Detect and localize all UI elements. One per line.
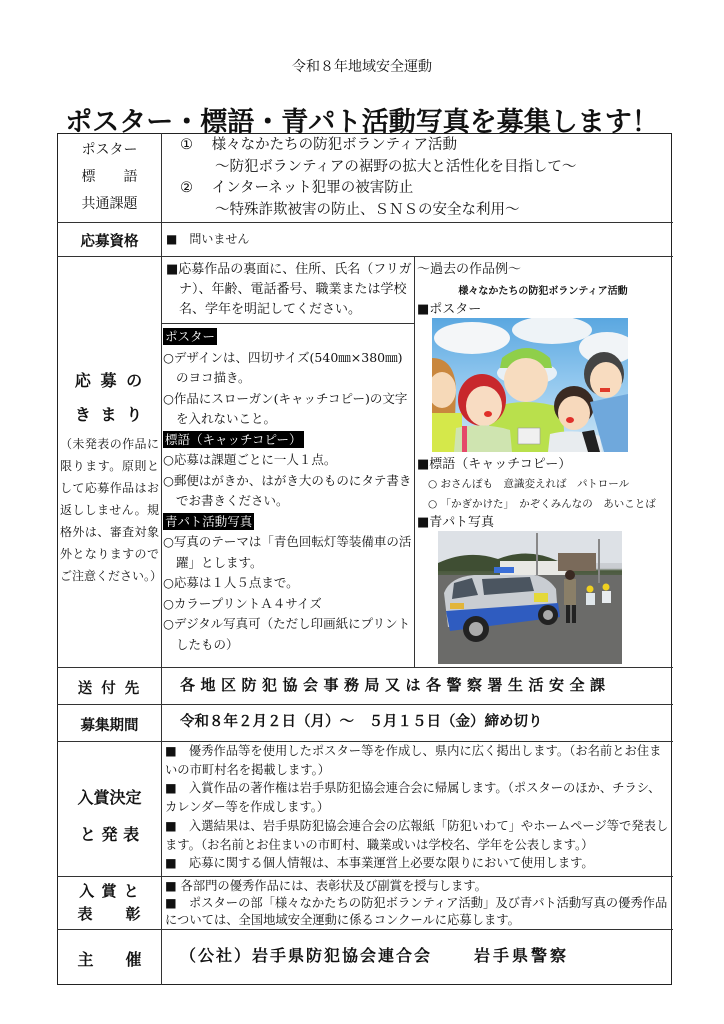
label-line: 応 募 の: [74, 371, 145, 390]
section-slogan: [163, 430, 413, 512]
awards-item: ■ 各部門の優秀作品には、表彰状及び副賞を授与します。: [165, 879, 487, 893]
topic-subtitle: ～防犯ボランティアの裾野の拡大と活性化を目指して～: [215, 158, 577, 175]
topic-item: [180, 178, 670, 200]
label-line: 共通課題: [81, 196, 138, 212]
rule-item: ○応募は課題ごとに一人１点。: [163, 452, 337, 467]
section-poster: [163, 327, 413, 430]
rule-item: ○郵便はがきか、はがき大のものにタテ書きでお書きください。: [163, 472, 412, 508]
decision-item: ■ 応募に関する個人情報は、本事業運営上必要な限りにおいて使用します。: [165, 856, 594, 871]
row-divider: [57, 667, 673, 668]
period-text: 令和８年２月２日（月）～ ５月１５日（金）締め切り: [180, 714, 543, 730]
poster-example-label: ■ポスター: [417, 302, 482, 317]
rule-item: ○応募は１人５点まで。: [163, 575, 299, 590]
topics-label: [58, 137, 161, 218]
rule-item: ○カラープリントＡ４サイズ: [163, 595, 322, 611]
row-divider: [57, 222, 673, 223]
rule-item: ○作品にスローガン(キャッチコピー)の文字を入れないこと。: [163, 390, 408, 426]
awards-item: ■ ポスターの部「様々なかたちの防犯ボランティア活動」及び青パト活動写真の優秀作品については、全国地域安全運動に係るコンクールに応募します。: [165, 896, 668, 927]
section-tag: ポスター: [165, 329, 216, 344]
destination-text: 各地区防犯協会事務局又は各警察署生活安全課: [180, 676, 611, 694]
awards-list: [165, 878, 670, 929]
label-line: 標 語: [81, 169, 138, 185]
rules-note: （未発表の作品に限ります。原則として応募作品はお返ししません。規格外は、審査対象外となりますのでご注意ください。）: [60, 437, 163, 583]
label-line: 入賞決定: [77, 788, 142, 807]
section-tag: 標語（キャッチコピー）: [165, 431, 302, 447]
eligibility-text: ■ 問いません: [166, 232, 250, 246]
label-line: と 発 表: [79, 825, 140, 844]
rule-item: ○デジタル写真可（ただし印画紙にプリントしたもの）: [163, 616, 411, 652]
rules-general: ■応募作品の裏面に、住所、氏名（フリガナ）、年齢、電話番号、職業または学校名、学年を明記してください。: [166, 262, 412, 317]
label-line: ポスター: [81, 142, 138, 158]
decision-item: ■ 優秀作品等を使用したポスター等を作成し、県内に広く掲出します。（お名前とお住まいの市町村名を掲載します。）: [165, 744, 662, 777]
decision-item: ■ 入賞作品の著作権は岩手県防犯協会連合会に帰属します。（ポスターのほか、チラシ、カレンダー等を作成します。）: [165, 781, 661, 815]
slogan-item: ○ 「かぎかけた」 かぞくみんなの あいことば: [428, 498, 656, 510]
topic-item: [180, 135, 670, 157]
decision-item: ■ 入選結果は、岩手県防犯協会連合会の広報紙「防犯いわて」やホームページ等で発表します。（お名前とお住まいの市町村、職業或いは学校名、学年を公表します。）: [165, 818, 669, 852]
examples-theme: 様々なかたちの防犯ボランティア活動: [458, 286, 628, 297]
topic-number: ②: [180, 180, 193, 196]
patrol-photo-label: ■青パト写真: [417, 515, 495, 530]
topic-title: 様々なかたちの防犯ボランティア活動: [211, 137, 457, 153]
rule-item: ○写真のテーマは「青色回転灯等装備車の活躍」とします。: [163, 534, 412, 570]
label-column-divider: [161, 133, 162, 985]
rules-general-divider: [161, 323, 414, 324]
section-tag: 青パト活動写真: [165, 513, 253, 529]
topics-list: [180, 135, 670, 221]
row-divider: [57, 256, 673, 257]
poster-illustration-svg: [432, 318, 628, 452]
patrol-car-photo: [438, 531, 622, 664]
campaign-subtitle: 令和８年地域安全運動: [292, 59, 432, 75]
organizer-primary: （公社）岩手県防犯協会連合会: [180, 946, 433, 965]
slogan-examples: [428, 474, 656, 514]
topic-number: ①: [180, 137, 193, 153]
eligibility-label: 応募資格: [80, 234, 139, 250]
rules-label: [58, 364, 161, 432]
row-divider: [57, 876, 673, 877]
organizer-secondary: 岩手県警察: [474, 946, 570, 965]
topic-title: インターネット犯罪の被害防止: [211, 180, 414, 196]
rules-sections: [163, 327, 413, 655]
examples-heading: ～過去の作品例～: [417, 262, 522, 277]
organizer-label: 主 催: [77, 950, 142, 969]
awards-label: [58, 880, 161, 926]
row-divider: [57, 929, 673, 930]
row-divider: [57, 704, 673, 705]
slogan-item: ○ おさんぽも 意識変えれば パトロール: [428, 478, 630, 490]
decision-label: [58, 779, 161, 853]
label-line: き ま り: [74, 405, 145, 424]
period-label: 募集期間: [80, 718, 139, 734]
label-line: 表 彰: [77, 905, 142, 923]
topic-subtitle: ～特殊詐欺被害の防止、ＳＮＳの安全な利用～: [215, 201, 520, 218]
slogan-example-label: ■標語（キャッチコピー）: [417, 457, 572, 472]
poster-illustration: [432, 318, 628, 452]
page-title: ポスター・標語・青パト活動写真を募集します！: [65, 107, 659, 138]
decision-list: [165, 742, 670, 873]
patrol-car-photo-svg: [438, 531, 622, 664]
destination-label: 送 付 先: [77, 681, 142, 697]
rule-item: ○デザインは、四切サイズ(540㎜×380㎜)のヨコ描き。: [163, 349, 403, 385]
label-line: 入 賞 と: [79, 882, 140, 900]
section-patrol-photo: [163, 512, 413, 656]
